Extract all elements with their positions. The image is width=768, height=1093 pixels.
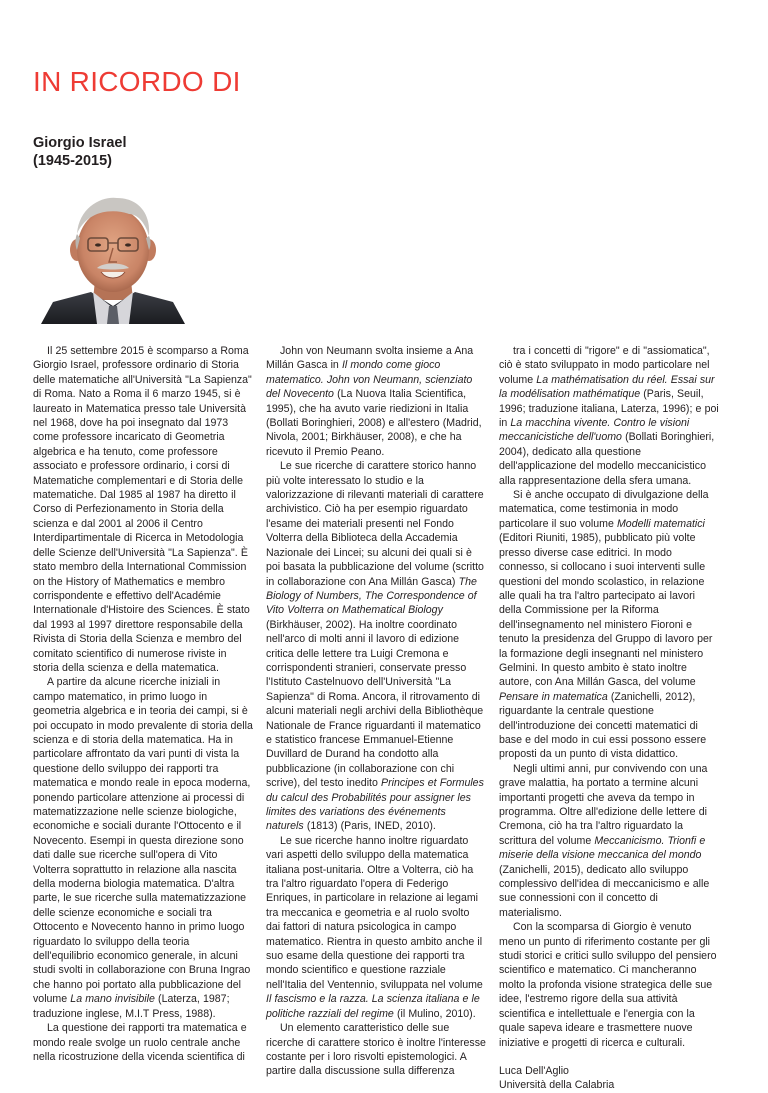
- paragraph-text: Il 25 settembre 2015 è scomparso a Roma Giorgio Israel, professore ordinario di Storia delle matematiche all'Università "La Sapienza" di Roma. Nato a Roma il 6 marzo 1945, si è laureato in Matematica presso tale Università nel 1968, dove ha poi insegnato dal 1973 come professore incaricato di Geometria algebrica e ha tenuto, come professore associato e professore ordinario, i corsi di Matematiche complementari e di Storia delle matematiche. Dal 1985 al 1987 ha diretto il Corso di Perfezionamento in Storia della scienza e dal 2001 al 2006 il Centro Interdipartimentale di Ricerca in Metodologia delle Scienze dell'Università "La Sapienza". È stato membro della International Commission on the History of Mathematics e membro corrispondente e effettivo dell'Académie Internationale d'Histoire des Sciences. È stato dal 1993 al 1997 direttore responsabile della Rivista di Storia della Scienza e membro del comitato scientifico di numerose riviste in storia della scienza e della matematica.: [33, 345, 252, 674]
- paragraph-text: (Paris, Seuil, 1996; traduzione italiana, Laterza, 1996); e poi in: [499, 388, 719, 430]
- paragraph: [266, 834, 486, 1021]
- text-column-3: [499, 344, 719, 1093]
- book-title: Il mondo come gioco matematico. John von Neumann, scienziato del Novecento: [266, 359, 473, 401]
- paragraph-text: (Zanichelli, 2012), riguardante la centrale questione dell'introduzione dei concetti matematici di base e del modo in cui essi possono essere proposti da un punto di vista didattico.: [499, 690, 707, 761]
- paragraph-text: John von Neumann svolta insieme a Ana Millán Gasca in: [266, 345, 474, 372]
- text-column-1: [33, 344, 253, 1064]
- book-title: La mano invisibile: [70, 993, 155, 1006]
- person-years: (1945-2015): [33, 153, 112, 169]
- book-title: La macchina vivente. Contro le visioni meccanicistiche dell'uomo: [499, 417, 690, 444]
- paragraph-text: tra i concetti di "rigore" e di "assiomatica", ciò è stato sviluppato in modo particolare nel volume: [499, 345, 710, 386]
- paragraph: [499, 344, 719, 488]
- paragraph-text: Si è anche occupato di divulgazione della matematica, come testimonia in modo particolare il suo volume: [499, 489, 709, 530]
- paragraph-text: (La Nuova Italia Scientifica, 1995), che ha avuto varie riedizioni in Italia (Bollati Boringhieri, 2008) e all'estero (Madrid, Nivola, 2001; Birkhäuser, 2008), e che ha ricevuto il Premio Peano.: [266, 388, 482, 458]
- paragraph: [33, 675, 253, 1021]
- section-title: IN RICORDO DI: [33, 66, 241, 97]
- book-title: Il fascismo e la razza. La scienza italiana e le politiche razziali del regime: [266, 993, 480, 1020]
- book-title: Pensare in matematica: [499, 690, 608, 703]
- paragraph-text: (Bollati Boringhieri, 2004), dedicato alla questione dell'applicazione del modello meccanicistico alla rappresentazione della sfera umana.: [499, 431, 715, 487]
- book-title: Meccanicismo. Trionfi e miserie della visione meccanica del mondo: [499, 834, 706, 862]
- paragraph-text: Le sue ricerche hanno inoltre riguardato vari aspetti dello sviluppo della matematica italiana post-unitaria. Oltre a Volterra, ciò ha tra l'altro riguardato l'opera di Federigo Enriques, in particolare in relazione ai legami tra meccanica e geometria e al ruolo svolto dai fattori di natura psicologica in campo matematico. Rientra in questo ambito anche il suo esame della questione dei rapporti tra mondo scientifico e questione razziale nell'Italia del Ventennio, sviluppata nel volume: [266, 834, 483, 991]
- paragraph-text: (Zanichelli, 2015), dedicato allo sviluppo complessivo dell'idea di meccanicismo e alle sue connessioni con il concetto di materialismo.: [499, 863, 710, 919]
- paragraph: [499, 920, 719, 1050]
- paragraph: [266, 344, 486, 459]
- paragraph-text: La questione dei rapporti tra matematica e mondo reale svolge un ruolo centrale anche nella ricostruzione della vicenda scientifica di: [33, 1022, 247, 1063]
- paragraph-text: Un elemento caratteristico delle sue ricerche di carattere storico è inoltre l'interesse costante per i loro risvolti epistemologici. A partire dalla discussione sulla differenza: [266, 1022, 486, 1078]
- paragraph: [266, 459, 486, 834]
- text-column-2: [266, 344, 486, 1079]
- book-title: The Biology of Numbers, The Correspondence of Vito Volterra on Mathematical Biology: [266, 575, 477, 617]
- paragraph: [33, 1021, 253, 1064]
- book-title: Principes et Formules du calcul des Probabilités pour assigner les limites des variations des événements naturels: [266, 777, 484, 833]
- author-signature: [499, 1064, 719, 1093]
- author-name: Luca Dell'Aglio: [499, 1064, 569, 1077]
- person-name: Giorgio Israel: [33, 135, 127, 151]
- book-title: Modelli matematici: [616, 517, 705, 530]
- paragraph-text: Negli ultimi anni, pur convivendo con una grave malattia, ha portato a termine alcuni importanti progetti che aveva da tempo in programma. Oltre all'edizione delle lettere di Cremona, ciò ha tra l'altro riguardato la scrittura del volume: [499, 762, 708, 847]
- paragraph: [499, 488, 719, 762]
- paragraph-text: Con la scomparsa di Giorgio è venuto meno un punto di riferimento costante per gli studi storici e critici sullo sviluppo del pensiero scientifico e matematico. Ci mancheranno molto la profonda visione strategica delle sue idee, l'estremo rigore della sua attività scientifica e intellettuale e l'energia con la quale sapeva ideare e trasmettere nuove iniziative e progetti di ricerca e culturali.: [499, 921, 717, 1049]
- portrait-photo: [33, 188, 193, 324]
- paragraph-text: (il Mulino, 2010).: [393, 1007, 476, 1020]
- paragraph: [266, 1021, 486, 1079]
- book-title: La mathématisation du réel. Essai sur la modélisation mathématique: [499, 373, 715, 401]
- paragraph-text: (1813) (Paris, INED, 2010).: [303, 820, 436, 833]
- paragraph-text: (Birkhäuser, 2002). Ha inoltre coordinato nell'arco di molti anni il lavoro di edizione critica delle lettere tra Luigi Cremona e corrispondenti stranieri, conservate presso l'Istituto Castelnuovo dell'Università "La Sapienza" di Roma. Ancora, il ritrovamento di alcuni materiali negli archivi della Bibliothèque Nationale de France riguardanti il matematico e statistico francese Emmanuel-Etienne Duvillard de Durand ha condotto alla pubblicazione (in collaborazione con chi scrive), del testo inedito: [266, 618, 484, 790]
- paragraph-text: A partire da alcune ricerche iniziali in campo matematico, in primo luogo in geometria algebrica e in teoria dei campi, si è poi occupato in modo prevalente di storia della scienza e di storia della matematica. Ha in particolare affrontato da vari punti di vista la questione dello sviluppo dei rapporti tra matematica e mondo reale in epoca moderna, ponendo particolare attenzione ai processi di matematizzazione nelle scienze biologiche, economiche e sociali durante l'Ottocento e il Novecento. Esempi in questa direzione sono dati dalle sue ricerche sull'opera di Vito Volterra soprattutto in relazione alla nascita della moderna biologia matematica. D'altra parte, le sue ricerche sulla matematizzazione delle scienze economiche e sociali tra Ottocento e Novecento hanno in primo luogo riguardato lo sviluppo della teoria dell'equilibrio economico generale, in alcuni studi svolti in collaborazione con Bruna Ingrao che hanno poi portato alla pubblicazione del volume: [33, 676, 253, 1006]
- paragraph-text: Le sue ricerche di carattere storico hanno più volte interessato lo studio e la valorizzazione di rilevanti materiali di carattere archivistico. Ciò ha per esempio riguardato l'esame dei materiali presenti nel Fondo Volterra della Biblioteca della Accademia Nazionale dei Lincei; su alcuni dei quali si è poi basata la pubblicazione del volume (scritto in collaborazione con Ana Millán Gasca): [266, 460, 484, 588]
- paragraph-text: (Laterza, 1987; traduzione inglese, M.I.T Press, 1988).: [33, 993, 230, 1020]
- paragraph-text: (Editori Riuniti, 1985), pubblicato più volte presso diverse case editrici. In modo connesso, si collocano i suoi interventi sulle questioni del mondo scolastico, in relazione alle quali ha tra l'altro partecipato ai lavori della Commissione per la Riforma dell'insegnamento nel ministero Fioroni e tenuto la presidenza del Gruppo di lavoro per la formazione degli insegnanti nel ministero Gelmini. In questo ambito è stato inoltre autore, con Ana Millán Gasca, del volume: [499, 532, 713, 689]
- author-affiliation: Università della Calabria: [499, 1079, 615, 1092]
- paragraph: [33, 344, 253, 675]
- paragraph: [499, 762, 719, 920]
